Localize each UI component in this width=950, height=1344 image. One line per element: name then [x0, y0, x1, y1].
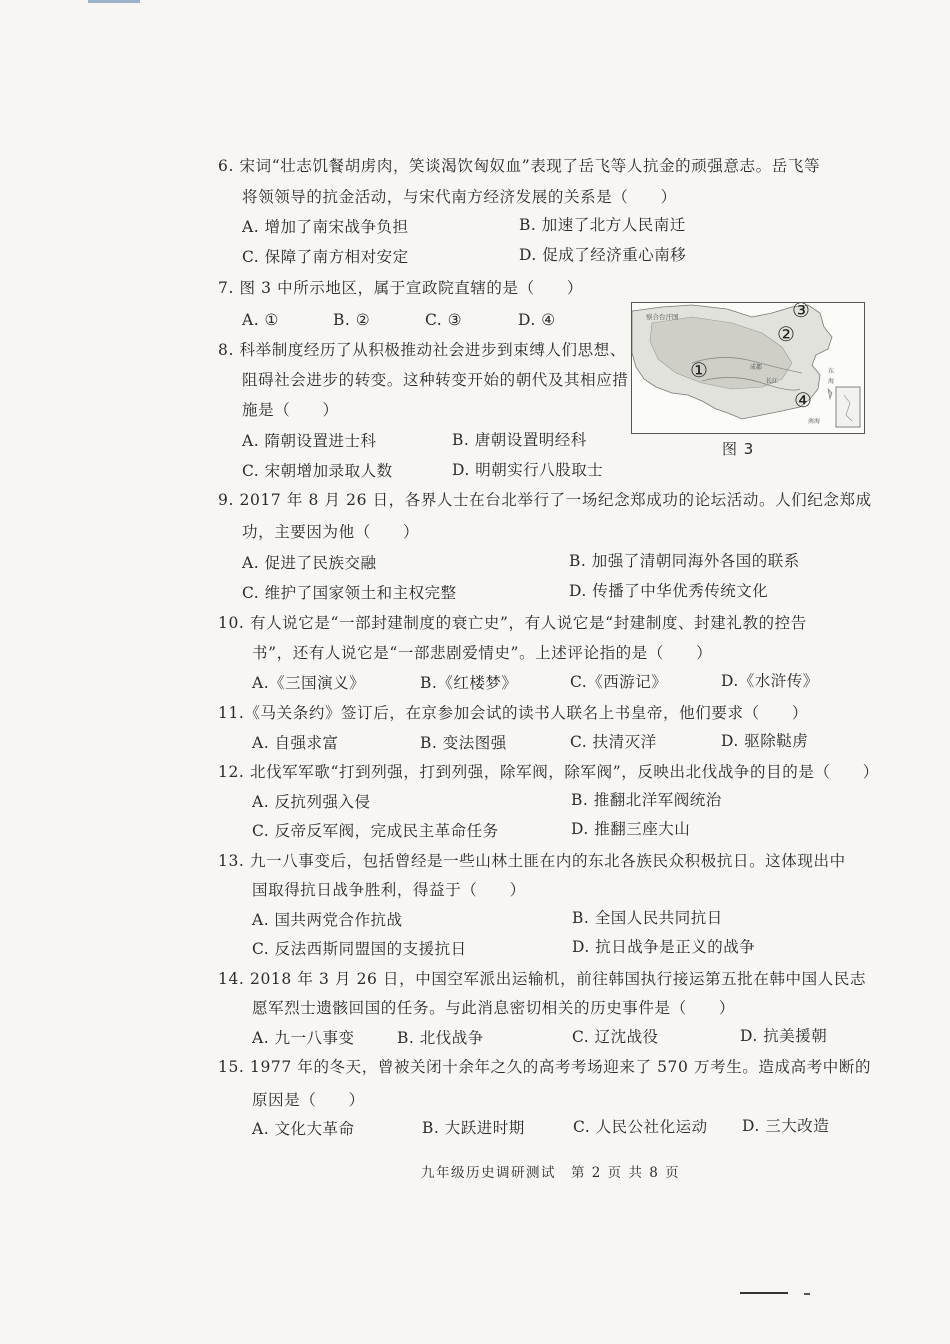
page-footer: 九年级历史调研测试 第 2 页 共 8 页 — [421, 1165, 681, 1181]
q13-line-2: 国取得抗日战争胜利，得益于（ ） — [252, 881, 526, 899]
q12-option-c: C. 反帝反军阀，完成民主革命任务 — [252, 822, 499, 840]
q12-option-b: B. 推翻北洋军阀统治 — [571, 791, 722, 809]
map-marker-1: ① — [690, 358, 708, 382]
q11-option-b: B. 变法图强 — [420, 734, 507, 752]
q14-line-2: 愿军烈士遗骸回国的任务。与此消息密切相关的历史事件是（ ） — [252, 999, 736, 1017]
q13-option-d: D. 抗日战争是正义的战争 — [572, 938, 756, 956]
q10-option-d: D.《水浒传》 — [721, 672, 819, 690]
q8-line-2: 阻碍社会进步的转变。这种转变开始的朝代及其相应措 — [242, 371, 629, 389]
q14-line-1: 14. 2018 年 3 月 26 日，中国空军派出运输机，前往韩国执行接运第五批在韩中国人民志 — [218, 970, 867, 988]
q8-option-d: D. 明朝实行八股取士 — [452, 461, 604, 479]
q15-line-1: 15. 1977 年的冬天，曾被关闭十余年之久的高考考场迎来了 570 万考生。造成高考中断的 — [218, 1058, 872, 1076]
q7-option-b: B. ② — [333, 311, 371, 329]
map-figure-3 — [631, 302, 865, 434]
q14-option-c: C. 辽沈战役 — [572, 1028, 659, 1046]
q11-line-1: 11.《马关条约》签订后，在京参加会试的读书人联名上书皇帝，他们要求（ ） — [218, 704, 808, 722]
scan-edge-mark — [88, 0, 140, 3]
map-svg — [632, 303, 864, 433]
q13-option-b: B. 全国人民共同抗日 — [572, 909, 723, 927]
map-label-chengdu: 成都 — [750, 364, 763, 371]
q10-line-2: 书”，还有人说它是“一部悲剧爱情史”。上述评论指的是（ ） — [252, 644, 713, 662]
q6-option-c: C. 保障了南方相对安定 — [242, 248, 409, 266]
q8-line-1: 8. 科举制度经历了从积极推动社会进步到束缚人们思想、 — [218, 341, 626, 359]
map-label-changjiang: 长江 — [766, 378, 779, 385]
q12-line-1: 12. 北伐军军歌“打到列强，打到列强，除军阀，除军阀”，反映出北伐战争的目的是（ ） — [218, 763, 879, 781]
q6-line-2: 将领领导的抗金活动，与宋代南方经济发展的关系是（ ） — [242, 188, 677, 206]
q12-option-d: D. 推翻三座大山 — [571, 820, 691, 838]
q9-option-a: A. 促进了民族交融 — [242, 554, 377, 572]
q11-option-c: C. 扶清灭洋 — [570, 733, 657, 751]
q15-line-2: 原因是（ ） — [252, 1091, 365, 1109]
q13-line-1: 13. 九一八事变后，包括曾经是一些山林土匪在内的东北各族民众积极抗日。这体现出中 — [218, 852, 846, 870]
q7-option-c: C. ③ — [425, 311, 463, 329]
q6-option-a: A. 增加了南宋战争负担 — [242, 218, 409, 236]
q14-option-d: D. 抗美援朝 — [740, 1027, 828, 1045]
map-marker-2: ② — [777, 322, 795, 346]
map-label-nanhai: 南海 — [808, 418, 821, 425]
q9-option-b: B. 加强了清朝同海外各国的联系 — [569, 552, 800, 570]
map-label-chagatai: 察合台汗国 — [646, 313, 679, 321]
q10-option-a: A.《三国演义》 — [252, 674, 366, 692]
q8-option-c: C. 宋朝增加录取人数 — [242, 462, 393, 480]
q13-option-c: C. 反法西斯同盟国的支援抗日 — [252, 940, 467, 958]
q7-option-d: D. ④ — [518, 311, 556, 329]
q11-option-a: A. 自强求富 — [252, 734, 339, 752]
q11-option-d: D. 驱除鞑虏 — [721, 732, 809, 750]
q15-option-c: C. 人民公社化运动 — [573, 1118, 708, 1136]
map-label-dong: 东 — [828, 368, 835, 375]
q15-option-d: D. 三大改造 — [742, 1117, 830, 1135]
q15-option-b: B. 大跃进时期 — [422, 1119, 525, 1137]
q6-option-b: B. 加速了北方人民南迁 — [519, 216, 686, 234]
map-label-hai: 海 — [828, 378, 835, 385]
q10-line-1: 10. 有人说它是“一部封建制度的衰亡史”，有人说它是“封建制度、封建礼教的控告 — [218, 614, 807, 632]
q8-option-a: A. 隋朝设置进士科 — [242, 432, 377, 450]
q8-option-b: B. 唐朝设置明经科 — [452, 431, 587, 449]
q9-option-d: D. 传播了中华优秀传统文化 — [569, 582, 769, 600]
q8-line-3: 施是（ ） — [242, 401, 339, 419]
q15-option-a: A. 文化大革命 — [252, 1120, 355, 1138]
scan-bottom-dot — [804, 1293, 810, 1295]
q14-option-a: A. 九一八事变 — [252, 1029, 355, 1047]
q6-option-d: D. 促成了经济重心南移 — [519, 246, 687, 264]
map-marker-3: ③ — [792, 303, 810, 322]
q6-line-1: 6. 宋词“壮志饥餐胡虏肉，笑谈渴饮匈奴血”表现了岳飞等人抗金的顽强意志。岳飞等 — [218, 157, 821, 175]
q7-line-1: 7. 图 3 中所示地区，属于宣政院直辖的是（ ） — [218, 279, 584, 297]
map-marker-4: ④ — [794, 388, 812, 412]
q13-option-a: A. 国共两党合作抗战 — [252, 911, 403, 929]
q10-option-b: B.《红楼梦》 — [420, 674, 518, 692]
q14-option-b: B. 北伐战争 — [397, 1029, 484, 1047]
q10-option-c: C.《西游记》 — [570, 673, 668, 691]
scan-bottom-line — [740, 1292, 788, 1294]
q9-option-c: C. 维护了国家领土和主权完整 — [242, 584, 457, 602]
q12-option-a: A. 反抗列强入侵 — [252, 793, 371, 811]
map-caption: 图 3 — [722, 440, 755, 458]
q9-line-2: 功，主要因为他（ ） — [242, 523, 420, 541]
q7-option-a: A. ① — [242, 311, 279, 329]
q9-line-1: 9. 2017 年 8 月 26 日，各界人士在台北举行了一场纪念郑成功的论坛活动。人们纪念郑成 — [218, 491, 872, 509]
